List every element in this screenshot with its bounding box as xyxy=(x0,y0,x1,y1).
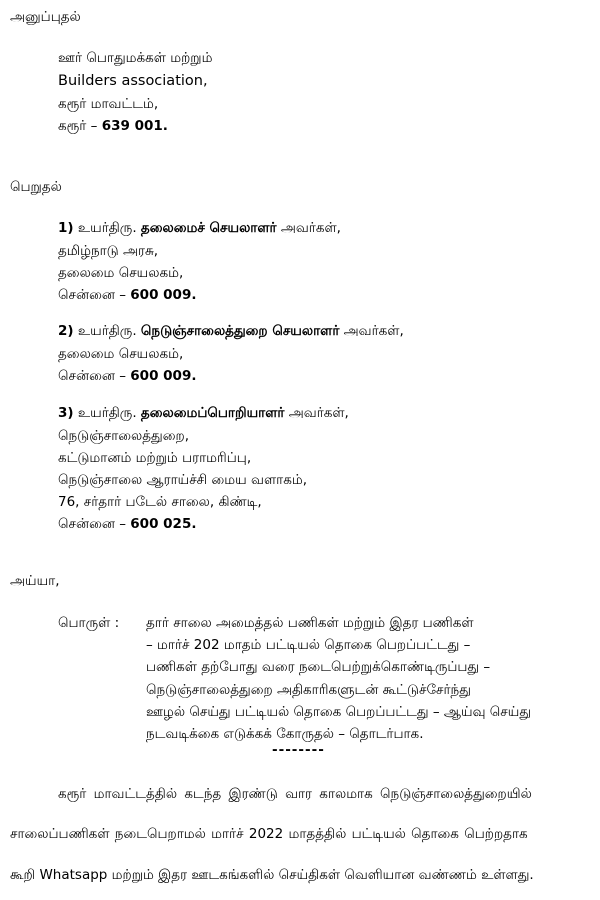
recipient-3-line-4: 76, சர்தார் படேல் சாலை, கிண்டி, xyxy=(58,494,262,510)
recipient-2-city: சென்னை – xyxy=(58,368,131,384)
recipient-2-number: 2) xyxy=(58,323,74,339)
sender-pin: 639 001. xyxy=(101,118,168,134)
recipient-2-city-line xyxy=(58,367,196,385)
recipient-1-city: சென்னை – xyxy=(58,287,131,303)
sender-heading: அனுப்புதல் xyxy=(10,9,81,25)
subject-line-1: தார் சாலை அமைத்தல் பணிகள் மற்றும் இதர பணிகள் xyxy=(146,615,474,631)
recipient-2-title: நெடுஞ்சாலைத்துறை செயலாளர் xyxy=(140,323,340,339)
recipient-3-number: 3) xyxy=(58,405,74,421)
recipient-3-line-1: நெடுஞ்சாலைத்துறை, xyxy=(58,428,189,444)
recipient-1-line-1: தமிழ்நாடு அரசு, xyxy=(58,243,159,259)
recipient-3-suffix: அவர்கள், xyxy=(288,405,349,421)
recipient-2-pin: 600 009. xyxy=(130,368,197,384)
recipient-heading: பெறுதல் xyxy=(10,179,62,195)
recipient-3-city: சென்னை – xyxy=(58,516,131,532)
recipient-3-line-3: நெடுஞ்சாலை ஆராய்ச்சி மைய வளாகம், xyxy=(58,472,307,488)
recipient-1-city-line xyxy=(58,286,196,304)
sender-line-2: Builders association, xyxy=(58,73,208,89)
recipient-1-title: தலைமைச் செயலாளர் xyxy=(140,220,277,236)
recipient-3-title: தலைமைப்பொறியாளர் xyxy=(140,405,285,421)
subject-line-3: பணிகள் தற்போது வரை நடைபெற்றுக்கொண்டிருப்பது – xyxy=(146,659,491,675)
recipient-3-title-line xyxy=(58,404,349,422)
sender-line-3: கரூர் மாவட்டம், xyxy=(58,96,159,112)
recipient-1-pin: 600 009. xyxy=(130,287,197,303)
recipient-3-city-line xyxy=(58,515,196,533)
recipient-1-prefix: உயர்திரு. xyxy=(77,220,137,236)
recipient-1-line-2: தலைமை செயலகம், xyxy=(58,265,184,281)
sender-city: கரூர் – xyxy=(58,118,102,134)
recipient-2-line-1: தலைமை செயலகம், xyxy=(58,346,184,362)
body-line-3: கூறி Whatsapp மற்றும் இதர ஊடகங்களில் செய்திகள் வெளியான வண்ணம் உள்ளது. xyxy=(10,867,534,883)
subject-line-4: நெடுஞ்சாலைத்துறை அதிகாரிகளுடன் கூட்டுச்சேர்ந்து xyxy=(146,682,471,698)
salutation: அய்யா, xyxy=(10,573,60,589)
sender-line-1: ஊர் பொதுமக்கள் மற்றும் xyxy=(58,50,213,66)
body-line-2: சாலைப்பணிகள் நடைபெறாமல் மார்ச் 2022 மாதத்தில் பட்டியல் தொகை பெற்றதாக xyxy=(10,826,528,842)
sender-line-4 xyxy=(58,117,168,135)
subject-label: பொருள் : xyxy=(58,615,120,631)
recipient-3-prefix: உயர்திரு. xyxy=(77,405,137,421)
recipient-3-pin: 600 025. xyxy=(130,516,197,532)
subject-line-2: – மார்ச் 202 மாதம் பட்டியல் தொகை பெறப்பட்டது – xyxy=(146,637,471,653)
recipient-2-title-line xyxy=(58,322,404,340)
recipient-2-suffix: அவர்கள், xyxy=(343,323,404,339)
subject-separator: -------- xyxy=(272,742,325,758)
body-line-1: கரூர் மாவட்டத்தில் கடந்த இரண்டு வார காலமாக நெடுஞ்சாலைத்துறையில் xyxy=(58,786,532,802)
recipient-1-title-line xyxy=(58,219,341,237)
recipient-1-suffix: அவர்கள், xyxy=(280,220,341,236)
recipient-3-line-2: கட்டுமானம் மற்றும் பராமரிப்பு, xyxy=(58,450,252,466)
recipient-2-prefix: உயர்திரு. xyxy=(77,323,137,339)
subject-line-5: ஊழல் செய்து பட்டியல் தொகை பெறப்பட்டது – ஆய்வு செய்து xyxy=(146,704,532,720)
recipient-1-number: 1) xyxy=(58,220,74,236)
subject-line-6: நடவடிக்கை எடுக்கக் கோருதல் – தொடர்பாக. xyxy=(146,726,424,742)
